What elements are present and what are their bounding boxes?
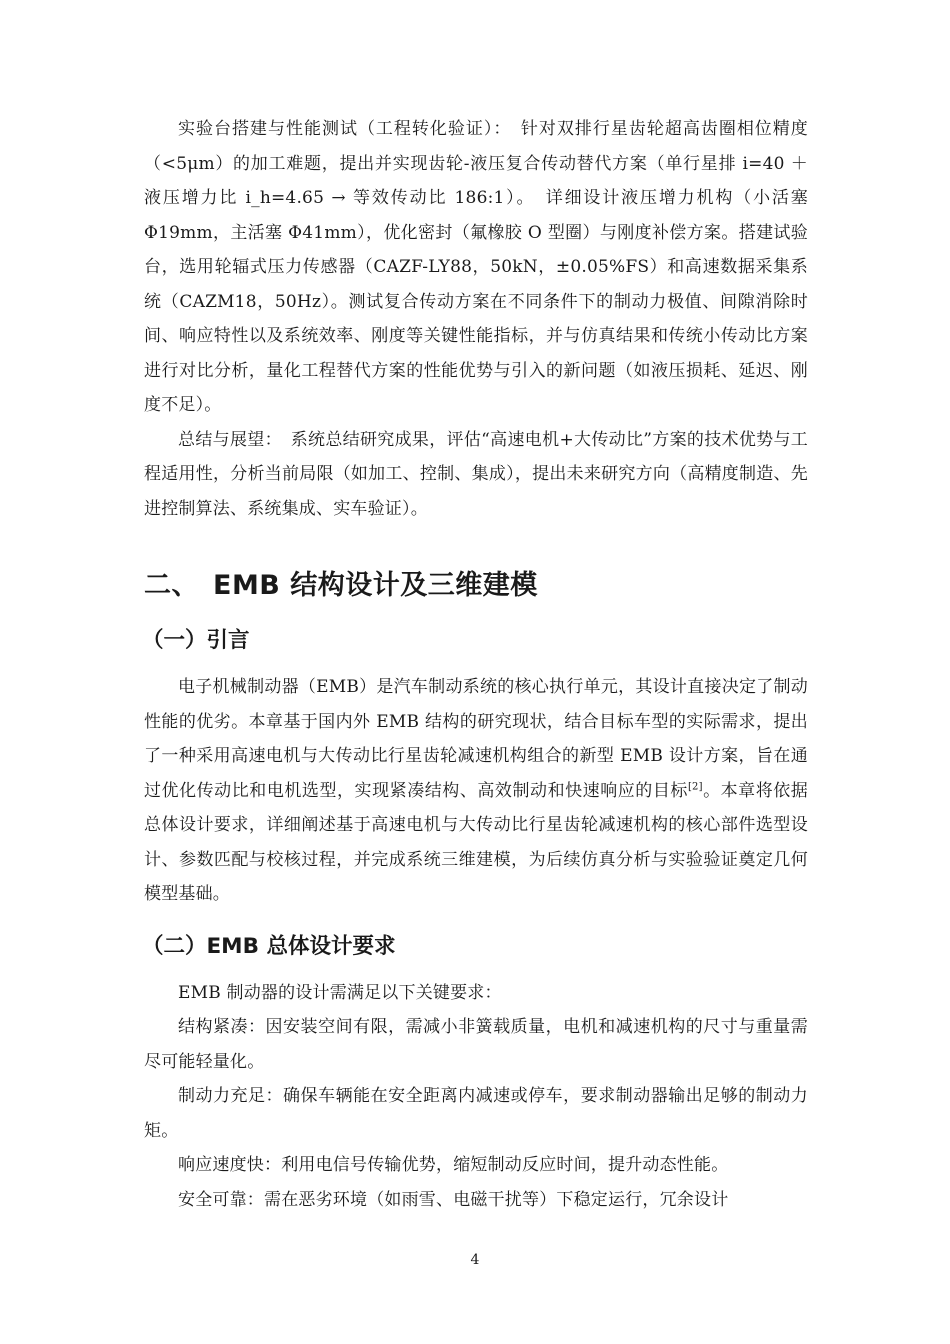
- intro-text-part-a: 电子机械制动器（EMB）是汽车制动系统的核心执行单元，其设计直接决定了制动性能的优劣。本章基于国内外 EMB 结构的研究现状，结合目标车型的实际需求，提出了一种采用高速电机与大传动比行星齿轮减速机构组合的新型 EMB 设计方案，旨在通过优化传动比和电机选型，实现紧凑结构、高效制动和快速响应的目标: [144, 677, 808, 801]
- intro-text-part-b: 。本章将依据总体设计要求，详细阐述基于高速电机与大传动比行星齿轮减速机构的核心部件选型设计、参数匹配与校核过程，并完成系统三维建模，为后续仿真分析与实验验证奠定几何模型基础。: [144, 780, 808, 904]
- paragraph-requirement-braking-force: 制动力充足：确保车辆能在安全距离内减速或停车，要求制动器输出足够的制动力矩。: [144, 1086, 808, 1141]
- paragraph-introduction: [144, 670, 808, 912]
- page-number: 4: [470, 1252, 480, 1268]
- paragraph-requirement-compact: 结构紧凑：因安装空间有限，需减小非簧载质量，电机和减速机构的尺寸与重量需尽可能轻量化。: [144, 1017, 808, 1072]
- subsection-heading-introduction: （一）引言: [142, 628, 250, 653]
- subsection-heading-design-requirements: （二）EMB 总体设计要求: [142, 933, 396, 959]
- paragraph-requirement-safety: 安全可靠：需在恶劣环境（如雨雪、电磁干扰等）下稳定运行，冗余设计: [178, 1189, 729, 1210]
- citation-reference: [2]: [687, 780, 703, 792]
- paragraph-requirements-lead: EMB 制动器的设计需满足以下关键要求：: [178, 982, 502, 1003]
- page-content: [144, 112, 808, 1217]
- paragraph-experiment-setup: 实验台搭建与性能测试（工程转化验证）： 针对双排行星齿轮超高齿圈相位精度（<5μm）的加工难题，提出并实现齿轮-液压复合传动替代方案（单行星排 i=40 ＋ 液压增力比 i_h=4.65 → 等效传动比 186:1）。 详细设计液压增力机构（小活塞 Φ19mm，主活塞 Φ41mm），优化密封（氟橡胶 O 型圈）与刚度补偿方案。搭建试验台，选用轮辐式压力传感器（CAZF-LY88，50kN，±0.05%FS）和高速数据采集系统（CAZM18，50Hz）。测试复合传动方案在不同条件下的制动力极值、间隙消除时间、响应特性以及系统效率、刚度等关键性能指标，并与仿真结果和传统小传动比方案进行对比分析，量化工程替代方案的性能优势与引入的新问题（如液压损耗、延迟、刚度不足）。: [144, 119, 808, 415]
- section-heading: 二、 EMB 结构设计及三维建模: [144, 570, 538, 601]
- paragraph-requirement-response: 响应速度快：利用电信号传输优势，缩短制动反应时间，提升动态性能。: [178, 1155, 729, 1175]
- paragraph-summary-outlook: 总结与展望： 系统总结研究成果，评估“高速电机+大传动比”方案的技术优势与工程适用性，分析当前局限（如加工、控制、集成），提出未来研究方向（高精度制造、先进控制算法、系统集成、实车验证）。: [144, 429, 808, 519]
